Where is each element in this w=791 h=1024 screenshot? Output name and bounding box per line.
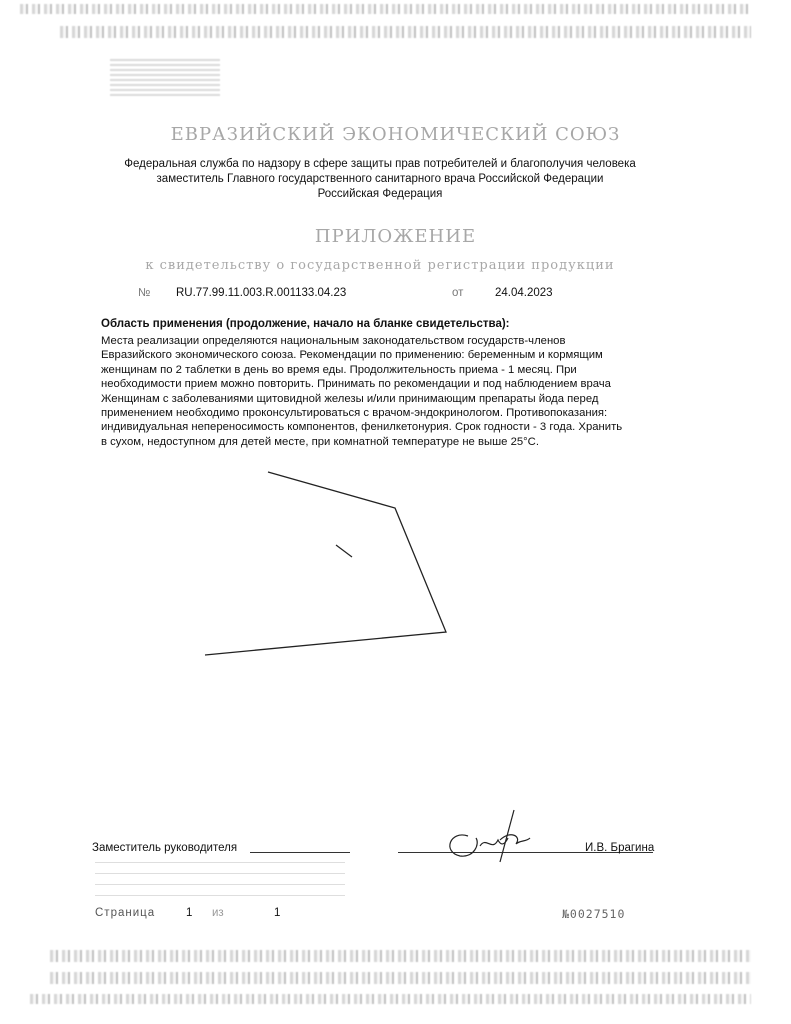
- stamp-mark-top: [110, 56, 220, 96]
- scan-noise-top-2: [60, 26, 751, 38]
- agency-line-2: заместитель Главного государственного санитарного врача Российской Федерации: [156, 173, 604, 185]
- signer-position: Заместитель руководителя: [92, 842, 238, 854]
- scope-line-4: необходимости прием можно повторить. Принимать по рекомендации и под наблюдением врача: [101, 378, 611, 391]
- scan-noise-top-1: [20, 4, 751, 14]
- page-of: из: [212, 907, 224, 919]
- page-number: 1: [186, 907, 193, 919]
- scan-noise-bottom-1: [50, 950, 751, 962]
- registration-date: 24.04.2023: [495, 287, 553, 299]
- scope-line-6: применением необходимо проконсультироваться с врачом-эндокринологом. Противопоказания:: [101, 407, 608, 420]
- appendix-title: ПРИЛОЖЕНИЕ: [314, 226, 477, 247]
- agency-block: [0, 157, 760, 202]
- agency-line-1: Федеральная служба по надзору в сфере защиты прав потребителей и благополучия человека: [124, 158, 636, 170]
- page-total: 1: [274, 907, 281, 919]
- scope-line-5: Женщинам с заболеваниями щитовидной железы и/или принимающим препараты йода перед: [101, 392, 599, 405]
- union-title: ЕВРАЗИЙСКИЙ ЭКОНОМИЧЕСКИЙ СОЮЗ: [170, 124, 621, 145]
- scope-line-1: Места реализации определяются национальным законодательством государств-членов: [101, 335, 566, 347]
- appendix-subtitle: к свидетельству о государственной регистрации продукции: [145, 258, 615, 273]
- agency-line-3: Российская Федерация: [317, 188, 443, 200]
- scope-line-7: индивидуальная непереносимость компонентов, фенилкетонурия. Срок годности - 3 года. Хранить: [101, 421, 623, 434]
- registration-number-prefix: №: [138, 287, 151, 299]
- signature-line-1: [250, 852, 350, 853]
- page-label: Страница: [95, 907, 156, 919]
- scope-body: [101, 334, 686, 449]
- registration-date-prefix: от: [452, 287, 464, 299]
- form-number: №0027510: [562, 907, 626, 921]
- registration-number: RU.77.99.11.003.R.001133.04.23: [176, 287, 347, 299]
- scope-line-2: Евразийского экономического союза. Рекомендации по применению: беременным и кормящим: [101, 349, 603, 362]
- scope-line-8: в сухом, недоступном для детей месте, при комнатной температуре не выше 25°С.: [101, 435, 539, 448]
- handwritten-signature: [430, 800, 570, 880]
- signer-name: И.В. Брагина: [585, 842, 655, 854]
- scan-noise-bottom-3: [30, 994, 751, 1004]
- scope-line-3: женщинам по 2 таблетки в день во время еды. Продолжительность приема - 1 месяц. При: [101, 363, 577, 376]
- faded-form-note: [95, 862, 345, 896]
- scope-title: Область применения (продолжение, начало на бланке свидетельства):: [101, 318, 510, 330]
- scan-noise-bottom-2: [50, 972, 751, 984]
